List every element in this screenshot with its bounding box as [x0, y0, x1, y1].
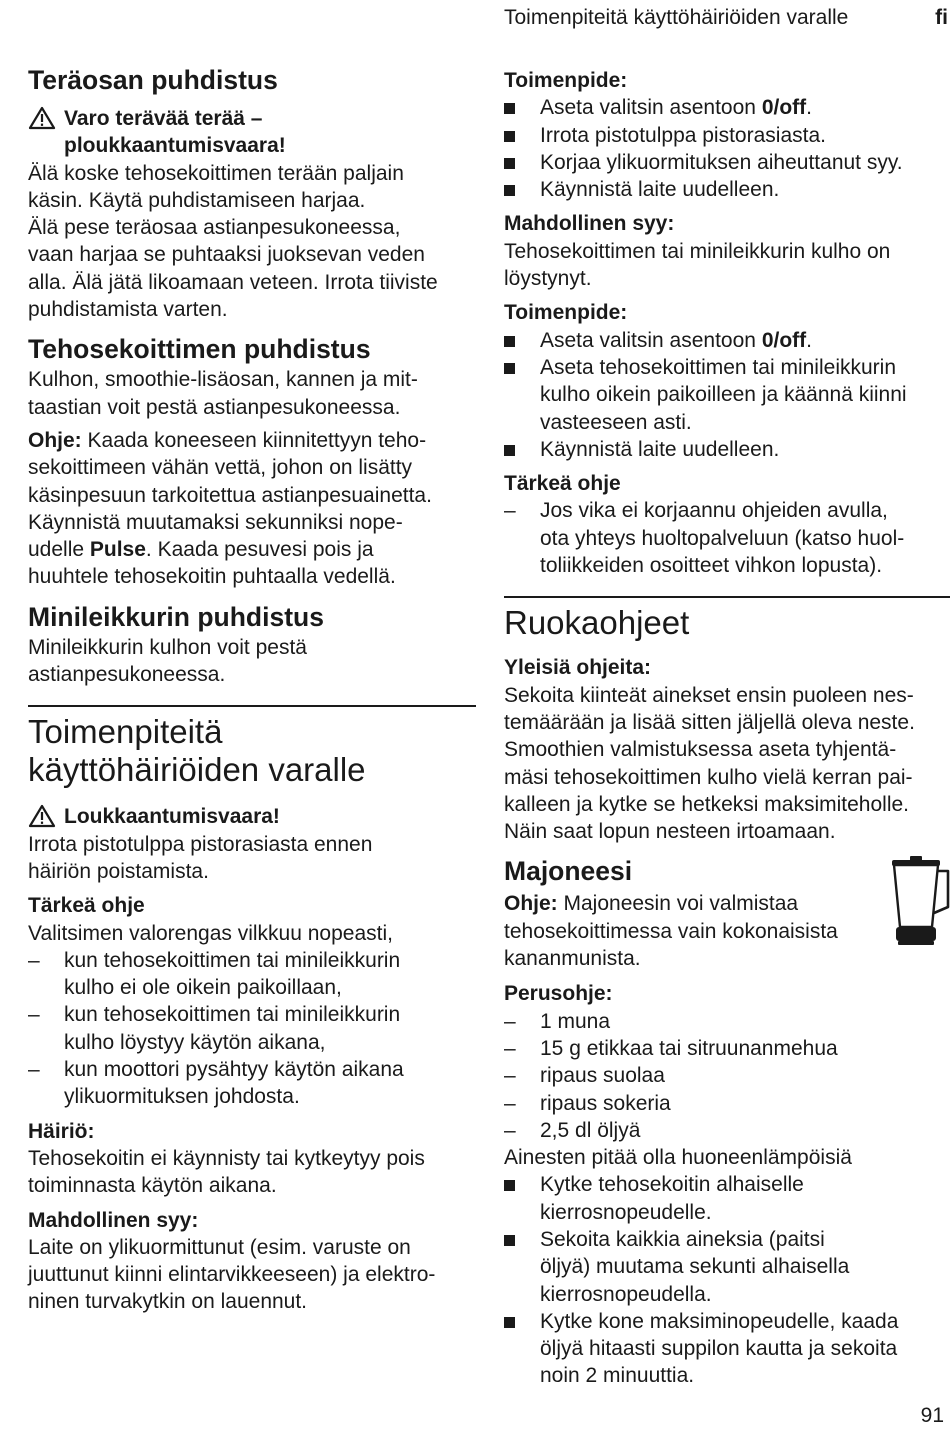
- text-line: noin 2 minuuttia.: [540, 1364, 695, 1388]
- important-label: Tärkeä ohje: [504, 472, 621, 496]
- text-line: Jos vika ei korjaannu ohjeiden avulla,: [540, 499, 888, 523]
- chapter-title-recipes: Ruokaohjeet: [504, 604, 690, 642]
- dash-marker: –: [504, 1009, 516, 1033]
- page-header: [504, 6, 950, 32]
- dash-marker: –: [504, 1091, 516, 1115]
- dash-marker: –: [504, 1118, 516, 1142]
- cause-label: Mahdollinen syy:: [504, 212, 675, 236]
- warning-text: Loukkaantumisvaara!: [64, 805, 280, 829]
- text-line: toiminnasta käytön aikana.: [28, 1174, 277, 1198]
- basic-recipe-label: Perusohje:: [504, 982, 613, 1006]
- section-title-mayonnaise: Majoneesi: [504, 856, 633, 887]
- list-item: [504, 149, 950, 176]
- action-label: Toimenpide:: [504, 301, 628, 325]
- dash-marker: –: [28, 1058, 40, 1082]
- right-column: [504, 64, 950, 1390]
- text-line: vaan harjaa se puhtaaksi juoksevan veden: [28, 243, 425, 267]
- list-item: [504, 436, 950, 463]
- text-line: Laite on ylikuormittunut (esim. varuste on: [28, 1235, 411, 1259]
- chapter-title-troubleshooting: [28, 713, 476, 789]
- ingredient: 1 muna: [540, 1009, 611, 1033]
- ingredient: 15 g etikkaa tai sitruunanmehua: [540, 1036, 838, 1060]
- list-item: [504, 94, 950, 121]
- section-title-minichopper-cleaning: Minileikkurin puhdistus: [28, 601, 324, 632]
- list-item: [504, 354, 950, 436]
- pulse-label: Pulse: [89, 538, 146, 562]
- blade-warning: [28, 105, 476, 160]
- text-line: käsin. Käytä puhdistamiseen harjaa.: [28, 188, 366, 212]
- dash-list: [504, 497, 950, 579]
- bullet-marker: [504, 436, 515, 463]
- ingredient: 2,5 dl öljyä: [540, 1118, 641, 1142]
- ingredient-list: [504, 1008, 950, 1144]
- list-item: [504, 1008, 950, 1035]
- list-item: [504, 1090, 950, 1117]
- text-line: Tehosekoitin ei käynnisty tai kytkeytyy pois: [28, 1146, 425, 1170]
- text-line: Aseta tehosekoittimen tai minileikkurin: [540, 355, 896, 379]
- text-line: Majoneesin voi valmistaa: [557, 892, 799, 916]
- bullet-marker: [504, 327, 515, 354]
- text-line: .: [806, 328, 812, 352]
- list-item: [504, 497, 950, 579]
- bullet-marker: [504, 176, 515, 203]
- dash-marker: –: [504, 1036, 516, 1060]
- action-list: [504, 94, 950, 203]
- text-line: taastian voit pestä astianpesukoneessa.: [28, 395, 401, 419]
- text-line: Käynnistä laite uudelleen.: [540, 178, 780, 202]
- list-item: [28, 947, 476, 1002]
- fault-label: Häiriö:: [28, 1119, 95, 1143]
- text-line: Aseta valitsin asentoon: [540, 328, 762, 352]
- title-line: käyttöhäiriöiden varalle: [28, 751, 366, 789]
- text-line: ota yhteys huoltopalveluun (katso huol-: [540, 526, 905, 550]
- text-line: mäsi tehosekoittimen kulho vielä kerran pai-: [504, 765, 913, 789]
- bullet-marker: [504, 94, 515, 121]
- paragraph: [504, 682, 950, 846]
- cause-label: Mahdollinen syy:: [28, 1208, 199, 1232]
- text-line: Aseta valitsin asentoon: [540, 96, 762, 120]
- text-line: sekoittimeen vähän vettä, johon on lisätty: [28, 456, 413, 480]
- dash-marker: –: [28, 1003, 40, 1027]
- text-line: temäärään ja lisää sitten jäljellä oleva neste.: [504, 710, 915, 734]
- bullet-marker: [504, 354, 515, 381]
- text-line: Älä koske tehosekoittimen terään paljain: [28, 161, 404, 185]
- ingredient: ripaus suolaa: [540, 1064, 665, 1088]
- step-list: [504, 1171, 950, 1389]
- important-label: Tärkeä ohje: [28, 894, 145, 918]
- warning-text-1: Varo terävää terää –: [64, 107, 263, 130]
- bullet-marker: [504, 149, 515, 176]
- header-title: Toimenpiteitä käyttöhäiriöiden varalle: [504, 6, 849, 29]
- ohje-label: Ohje:: [504, 892, 558, 916]
- section-title-blender-cleaning: Tehosekoittimen puhdistus: [28, 334, 371, 365]
- warning-triangle-icon: [28, 804, 56, 828]
- list-item: [504, 327, 950, 354]
- ingredient: ripaus sokeria: [540, 1091, 671, 1115]
- paragraph: Valitsimen valorengas vilkkuu nopeasti,: [28, 921, 393, 945]
- text-line: .: [806, 96, 812, 120]
- paragraph: [28, 1145, 476, 1200]
- action-list: [504, 327, 950, 463]
- dash-list: [28, 947, 476, 1111]
- text-line: Minileikkurin kulhon voit pestä: [28, 635, 307, 659]
- text-line: Sekoita kaikkia aineksia (paitsi: [540, 1227, 825, 1251]
- section-divider: [28, 705, 476, 707]
- text-line: Kytke kone maksiminopeudelle, kaada: [540, 1309, 899, 1333]
- list-item: [504, 176, 950, 203]
- text-line: kierrosnopeudelle.: [540, 1200, 712, 1224]
- general-label: Yleisiä ohjeita:: [504, 656, 652, 680]
- paragraph: [28, 831, 476, 886]
- ohje-label: Ohje:: [28, 428, 82, 452]
- list-item: [28, 1001, 476, 1056]
- text-line: öljyä) muutama sekunti alhaisella: [540, 1255, 850, 1279]
- text-line: vasteeseen asti.: [540, 410, 692, 434]
- dash-marker: –: [28, 948, 40, 972]
- section-divider: [504, 596, 950, 598]
- text-line: juuttunut kiinni elintarvikkeeseen) ja elektro-: [28, 1263, 436, 1287]
- text-line: kun tehosekoittimen tai minileikkurin: [64, 948, 401, 972]
- text-line: kulho ei ole oikein paikoillaan,: [64, 976, 342, 1000]
- text-line: löystynyt.: [504, 267, 592, 291]
- dash-marker: –: [504, 499, 516, 523]
- text-line: huuhtele tehosekoitin puhtaalla vedellä.: [28, 565, 396, 589]
- injury-warning: [28, 803, 476, 830]
- text-line: Kaada koneeseen kiinnitettyyn teho-: [81, 428, 427, 452]
- action-label: Toimenpide:: [504, 69, 628, 92]
- text-line: Irrota pistotulppa pistorasiasta.: [540, 123, 826, 147]
- text-line: puhdistamista varten.: [28, 298, 228, 322]
- text-line: kulho löystyy käytön aikana,: [64, 1030, 326, 1054]
- page-number: 91: [920, 1404, 944, 1427]
- list-item: [504, 1171, 950, 1226]
- header-lang: fi: [935, 6, 948, 29]
- text-line: kalleen ja kytke se hetkeksi maksimiteholle.: [504, 792, 910, 816]
- switch-position: 0/off: [761, 96, 807, 120]
- warning-triangle-icon: [28, 106, 56, 130]
- text-line: Käynnistä laite uudelleen.: [540, 437, 780, 461]
- paragraph: [504, 238, 950, 293]
- text-line: Irrota pistotulppa pistorasiasta ennen: [28, 832, 373, 856]
- text-line: Korjaa ylikuormituksen aiheuttanut syy.: [540, 150, 903, 174]
- text-line: Kytke tehosekoitin alhaiselle: [540, 1173, 804, 1197]
- text-line: kun tehosekoittimen tai minileikkurin: [64, 1003, 401, 1027]
- switch-position: 0/off: [761, 328, 807, 352]
- text-line: Älä pese teräosaa astianpesukoneessa,: [28, 216, 401, 240]
- text-line: kierrosnopeudella.: [540, 1282, 712, 1306]
- text-line: kananmunista.: [504, 947, 641, 971]
- text-line: kun moottori pysähtyy käytön aikana: [64, 1058, 404, 1082]
- paragraph: [28, 1234, 476, 1316]
- text-line: . Kaada pesuvesi pois ja: [145, 538, 374, 562]
- paragraph: Ainesten pitää olla huoneenlämpöisiä: [504, 1146, 852, 1170]
- title-line: Toimenpiteitä: [28, 713, 223, 751]
- text-line: udelle: [28, 538, 90, 562]
- warning-text-2: ploukkaantumisvaara!: [64, 134, 286, 158]
- list-item: [504, 1117, 950, 1144]
- bullet-marker: [504, 1308, 515, 1335]
- dash-marker: –: [504, 1064, 516, 1088]
- text-line: Näin saat lopun nesteen irtoamaan.: [504, 820, 836, 844]
- text-line: Käynnistä muutamaksi sekunniksi nope-: [28, 510, 403, 534]
- bullet-marker: [504, 1171, 515, 1198]
- list-item: [28, 1056, 476, 1111]
- text-line: astianpesukoneessa.: [28, 663, 226, 687]
- text-line: alla. Älä jätä likoamaan veteen. Irrota tiiviste: [28, 270, 438, 294]
- list-item: [504, 1308, 950, 1390]
- text-line: häiriön poistamista.: [28, 859, 209, 883]
- text-line: käsinpesuun tarkoitettua astianpesuainetta.: [28, 483, 432, 507]
- paragraph: [28, 160, 476, 324]
- text-line: toliikkeiden osoitteet vihkon lopusta).: [540, 554, 883, 578]
- text-line: Sekoita kiinteät ainekset ensin puoleen nes-: [504, 683, 914, 707]
- paragraph: [28, 427, 476, 591]
- text-line: öljyä hitaasti suppilon kautta ja sekoita: [540, 1337, 898, 1361]
- bullet-marker: [504, 122, 515, 149]
- text-line: kulho oikein paikoilleen ja käännä kiinni: [540, 383, 907, 407]
- text-line: Kulhon, smoothie-lisäosan, kannen ja mit-: [28, 368, 418, 392]
- list-item: [504, 1062, 950, 1089]
- list-item: [504, 1226, 950, 1308]
- left-column: [28, 64, 476, 1316]
- paragraph: [28, 634, 476, 689]
- bullet-marker: [504, 1226, 515, 1253]
- text-line: ylikuormituksen johdosta.: [64, 1085, 300, 1109]
- section-title-blade-cleaning: Teräosan puhdistus: [28, 65, 278, 95]
- text-line: Smoothien valmistuksessa aseta tyhjentä-: [504, 738, 897, 762]
- paragraph: [28, 366, 476, 421]
- mayonnaise-block: [504, 855, 950, 972]
- list-item: [504, 122, 950, 149]
- text-line: Tehosekoittimen tai minileikkurin kulho on: [504, 239, 891, 263]
- list-item: [504, 1035, 950, 1062]
- blender-icon: [882, 855, 950, 947]
- text-line: ninen turvakytkin on lauennut.: [28, 1290, 308, 1314]
- text-line: tehosekoittimessa vain kokonaisista: [504, 919, 838, 943]
